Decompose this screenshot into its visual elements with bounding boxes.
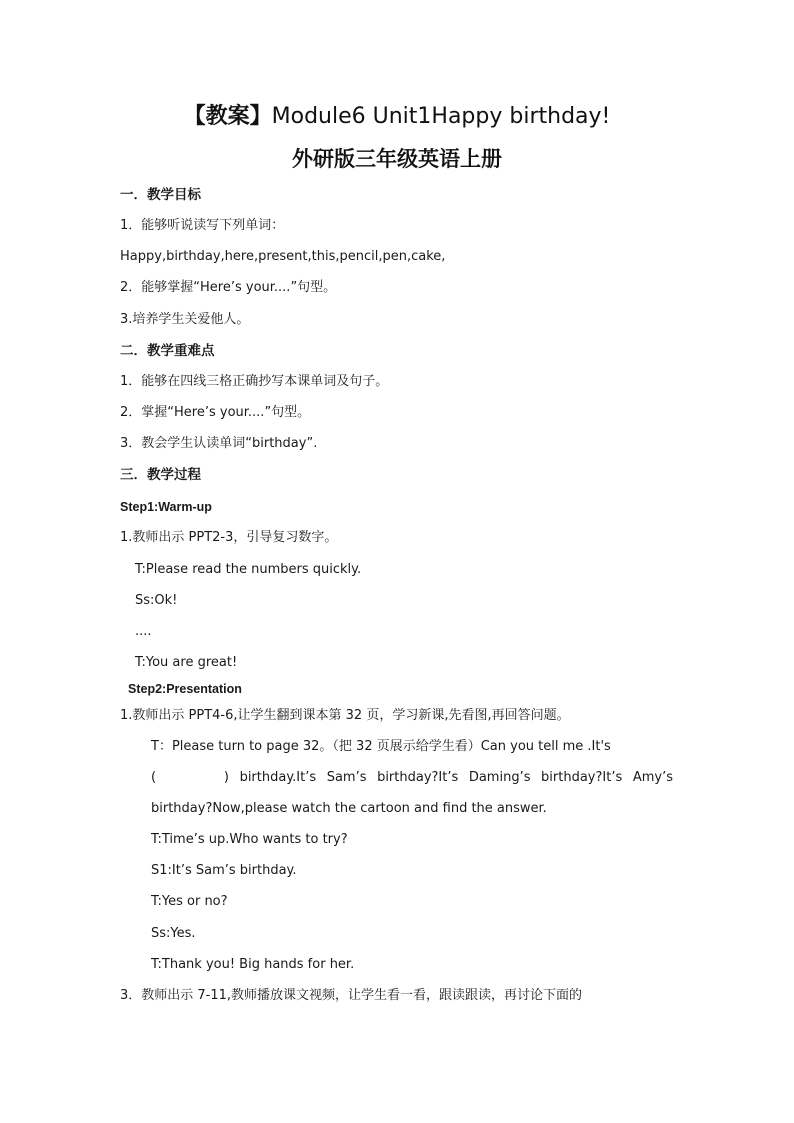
step2-title: Step2:Presentation — [128, 682, 242, 696]
blank-parentheses: ( ) — [151, 770, 229, 785]
paragraph-word: Daming’s — [468, 770, 531, 785]
section1-words: Happy,birthday,here,present,this,pencil,pen,cake, — [120, 249, 446, 264]
section1-item2: 2．能够掌握“Here’s your....”句型。 — [120, 280, 337, 295]
title-bracket-label: 【教案】 — [183, 104, 272, 129]
step1-dialogue-line: T:Please read the numbers quickly. — [135, 562, 362, 577]
step2-paragraph-line1: T：Please turn to page 32。（把 32 页展示给学生看）Can you tell me .It's — [151, 739, 611, 754]
step2-dialogue-line: S1:It’s Sam’s birthday. — [151, 863, 297, 878]
section2-item3: 3．教会学生认读单词“birthday”. — [120, 436, 318, 451]
step2-dialogue-line: T:Yes or no? — [151, 894, 228, 909]
step2-dialogue-line: T:Thank you! Big hands for her. — [151, 957, 355, 972]
step1-item1: 1.教师出示 PPT2-3，引导复习数字。 — [120, 530, 338, 545]
paragraph-word: Amy’s — [632, 770, 673, 785]
section3-heading: 三．教学过程 — [120, 467, 201, 483]
step2-item1: 1.教师出示 PPT4-6,让学生翻到课本第 32 页，学习新课,先看图,再回答问题。 — [120, 708, 570, 723]
section2-item2: 2．掌握“Here’s your....”句型。 — [120, 405, 311, 420]
step1-dialogue-line: Ss:Ok! — [135, 593, 178, 608]
section2-item1: 1．能够在四线三格正确抄写本课单词及句子。 — [120, 374, 389, 389]
title-english: Module6 Unit1Happy birthday! — [271, 104, 611, 129]
step1-dialogue-line: T:You are great! — [135, 655, 238, 670]
step2-paragraph-line2 — [151, 768, 673, 788]
step1-title: Step1:Warm-up — [120, 500, 212, 514]
section1-item1: 1．能够听说读写下列单词： — [120, 218, 285, 233]
section1-item3: 3.培养学生关爱他人。 — [120, 312, 250, 327]
step2-dialogue-line: Ss:Yes. — [151, 926, 196, 941]
section1-heading: 一．教学目标 — [120, 187, 201, 203]
paragraph-word: birthday?It’s — [377, 770, 459, 785]
step2-paragraph-line3: birthday?Now,please watch the cartoon and find the answer. — [151, 801, 547, 816]
step2-item3: 3．教师出示 7-11,教师播放课文视频，让学生看一看，跟读跟读，再讨论下面的 — [120, 988, 583, 1003]
section2-heading: 二．教学重难点 — [120, 343, 215, 359]
document-subtitle: 外研版三年级英语上册 — [292, 146, 502, 171]
paragraph-word: Sam’s — [326, 770, 367, 785]
paragraph-word: birthday?It’s — [541, 770, 623, 785]
document-title — [0, 100, 794, 134]
paragraph-word: birthday.It’s — [239, 770, 317, 785]
step2-dialogue-line: T:Time’s up.Who wants to try? — [151, 832, 348, 847]
step1-dialogue-line: .... — [135, 624, 152, 639]
